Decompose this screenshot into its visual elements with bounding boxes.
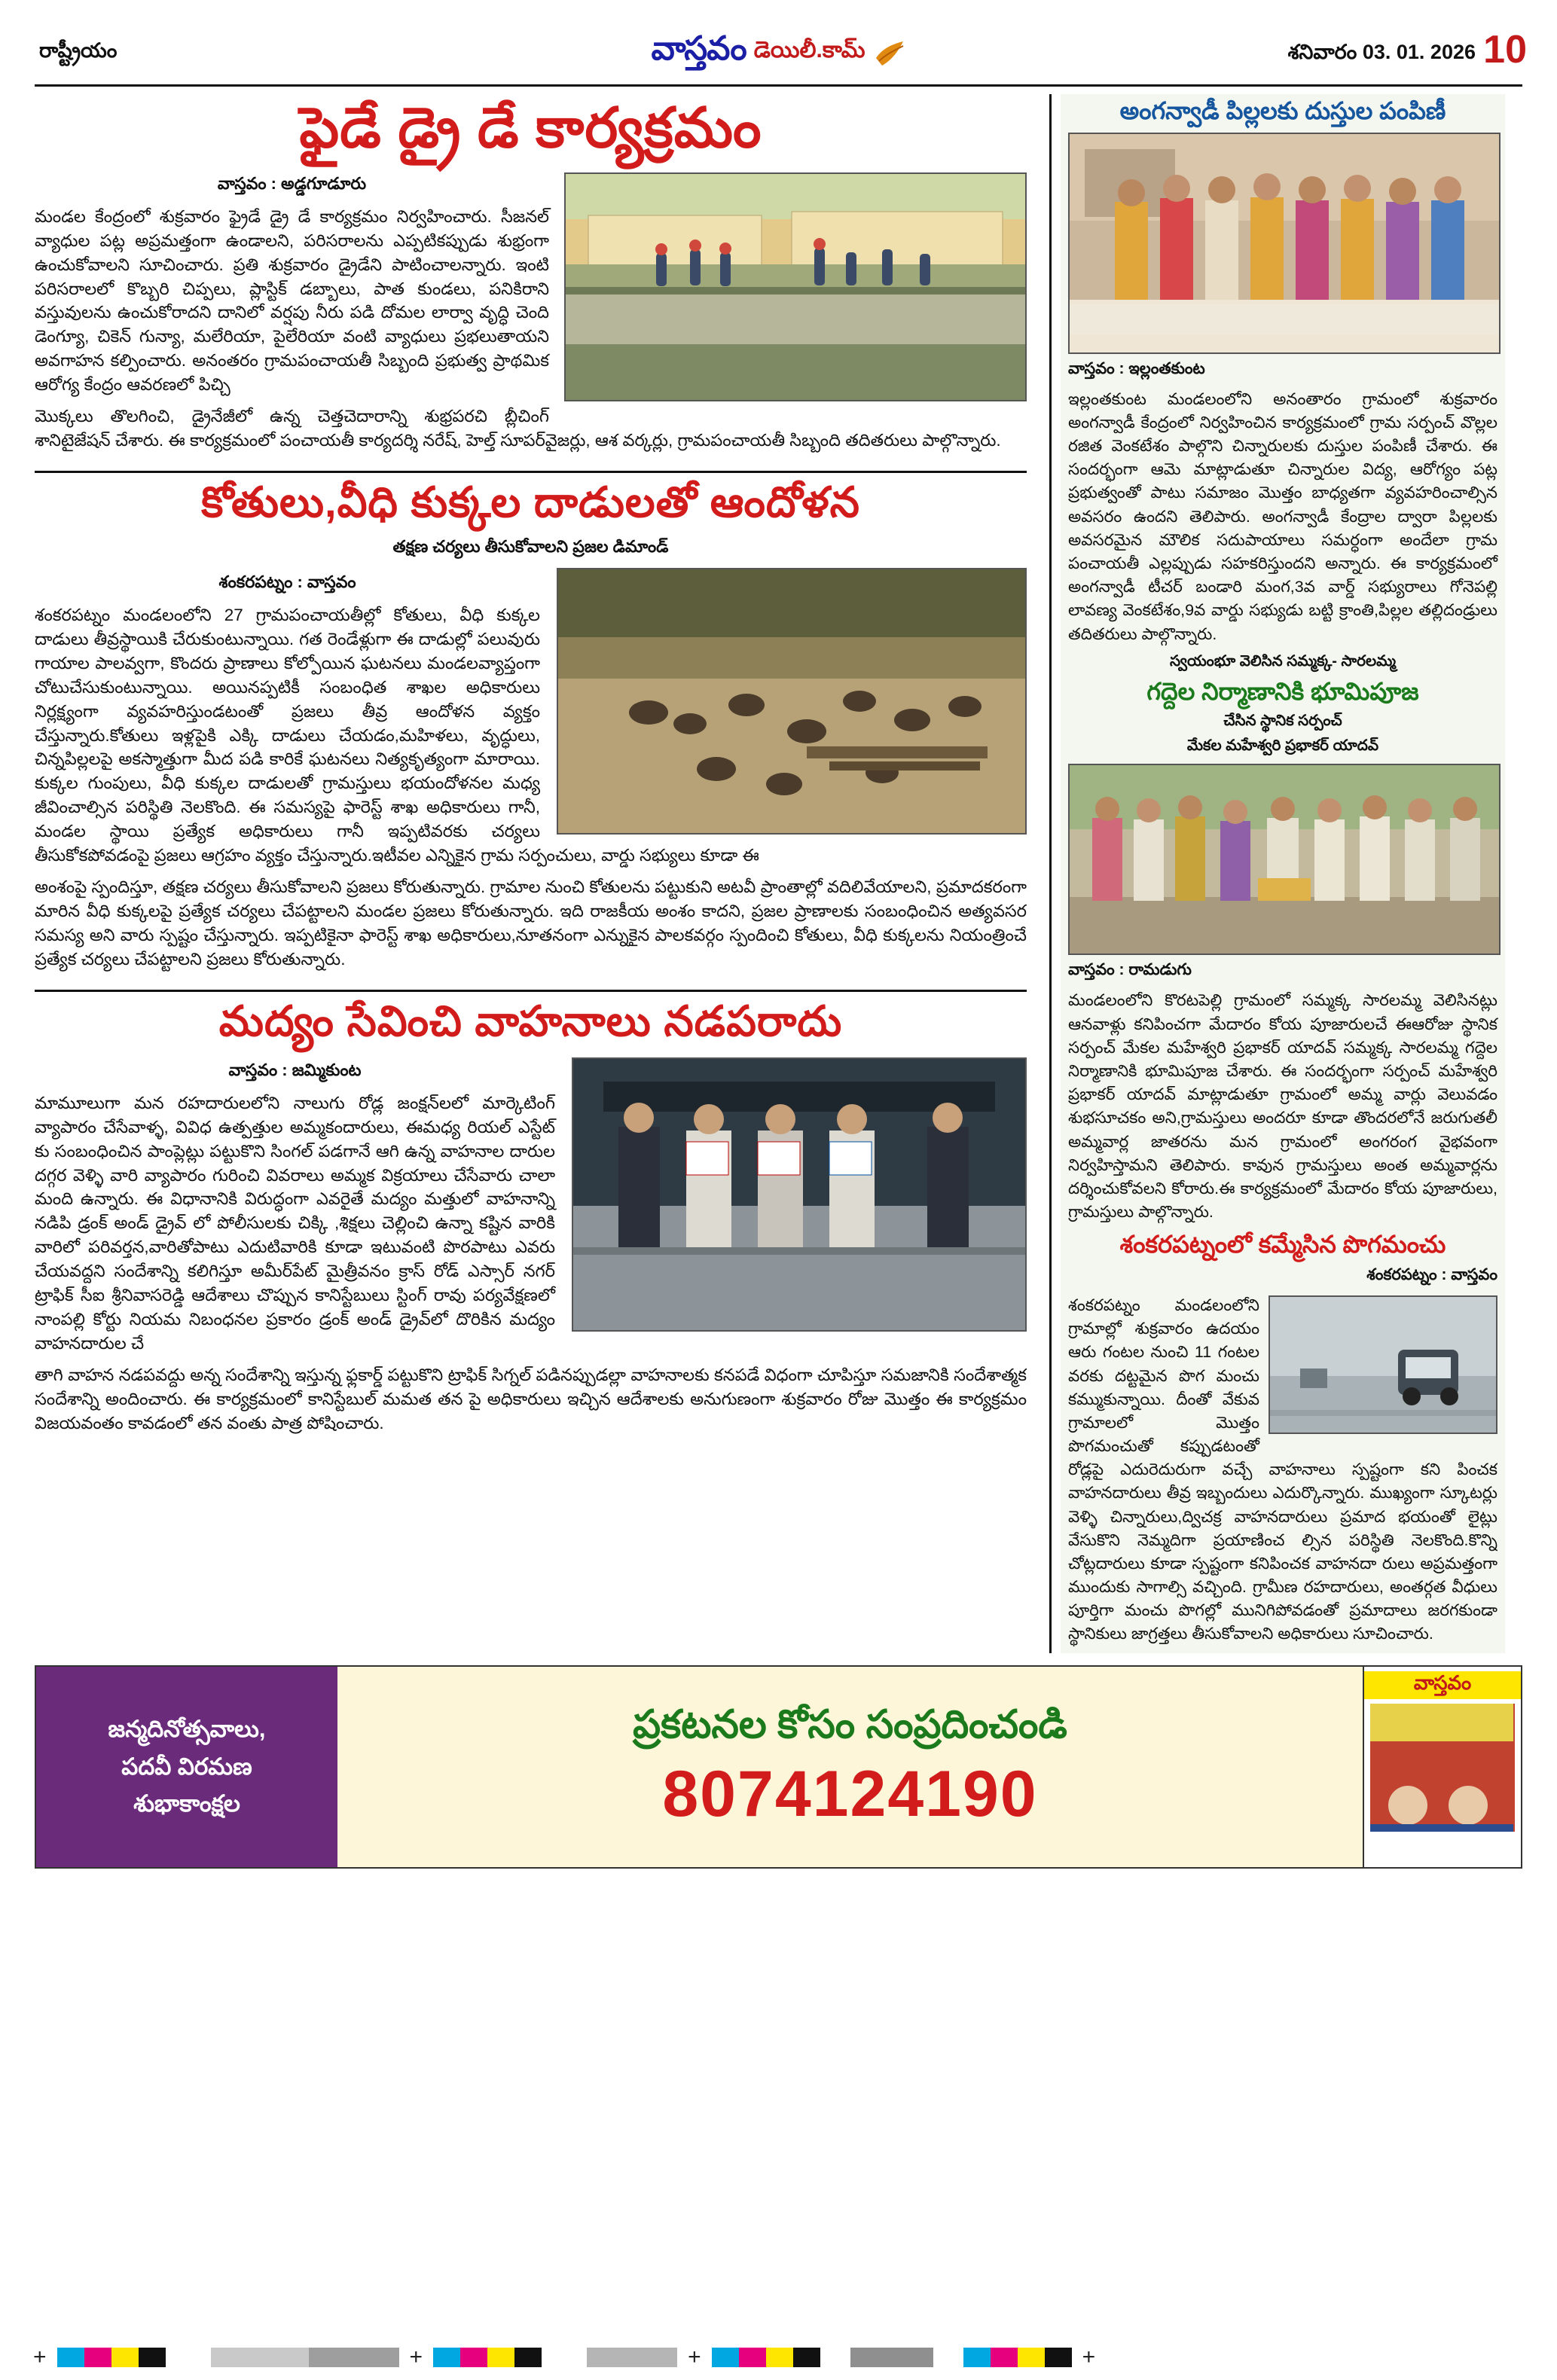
color-swatch-cyan: [57, 2348, 84, 2367]
page-number: 10: [1483, 28, 1527, 72]
color-swatch-magenta: [991, 2348, 1018, 2367]
article-paragraph: మొక్కలు తొలగించి, డ్రైనేజీలో ఉన్న చెత్తచెదారాన్ని శుభ్రపరచి బ్లీచింగ్ శానిటైజేషన్ చేశారు. ఈ కార్యక్రమంలో పంచాయతీ కార్యదర్శి నరేష్, హెల్త్ సూపర్‌వైజర్లు, ఆశ వర్కర్లు, గ్రామపంచాయతీ సిబ్బంది తదితరులు పాల్గొన్నారు.: [35, 407, 1001, 450]
article-byline: వాస్తవం : జమ్మికుంట: [228, 1060, 362, 1079]
article-headline: అంగన్వాడీ పిల్లలకు దుస్తుల పంపిణీ: [1119, 97, 1446, 124]
color-swatch-magenta: [739, 2348, 766, 2367]
article-paragraph: శంకరపట్నం మండలంలోని 27 గ్రామపంచాయతీల్లో కోతులు, వీధి కుక్కల దాడులు తీవ్రస్థాయికి చేరుకుంటున్నాయి. గత రెండేళ్లుగా ఈ దాడుల్లో పలువురు గాయాల పాలవ్వగా, కొందరు ప్రాణాలు కోల్పోయిన ఘటనలు మండలవ్యాప్తంగా చోటుచేసుకుంటున్నాయి. అయినప్పటికీ సంబంధిత శాఖల అధికారులు నిర్లక్ష్యంగా వ్యవహరిస్తుండటంతో ప్రజలు తీవ్ర ఆందోళన వ్యక్తం చేస్తున్నారు.కోతులు ఇళ్లపైకి ఎక్కి దాడులు చేయడం,మహిళలు, వృద్ధులు, చిన్నపిల్లలపై అకస్మాత్తుగా మీద పడి కారికే ఘటనలు నిత్యకృత్యంగా మారాయి. కుక్కల గుంపులు, వీధి కుక్కల దాడులతో గ్రామస్తులు భయందోళనల మధ్య జీవించాల్సిన పరిస్థితి నెలకొంది. ఈ సమస్యపై ఫారెస్ట్ శాఖ అధికారులు గానీ, మండల స్థాయి ప్రత్యేక అధికారులు గానీ ఇప్పటివరకు చర్యలు తీసుకోకపోవడంపై ప్రజలు ఆగ్రహం వ్యక్తం చేస్తున్నారు.ఇటీవల ఎన్నికైన గ్రామ సర్పంచులు, వార్డు సభ్యులు కూడా ఈ: [35, 605, 759, 865]
right-column: [1061, 94, 1505, 1653]
grey-bar-3: [587, 2348, 677, 2367]
article-byline: శంకరపట్నం : వాస్తవం: [1366, 1266, 1497, 1283]
article-headline: కోతులు,వీధి కుక్కల దాడులతో ఆందోళన: [201, 478, 860, 526]
paper-subtitle: డెయిలీ.కామ్: [753, 38, 866, 63]
ad-line-2: పదవీ విరమణ: [121, 1753, 252, 1780]
registration-mark: +: [688, 2345, 701, 2369]
main-column: [35, 94, 1040, 1653]
color-swatch-black: [1045, 2348, 1072, 2367]
article-photo-drydrive: [564, 172, 1027, 401]
article-subline-1: చేసిన స్థానిక సర్పంచ్: [1223, 712, 1342, 730]
article-paragraph: ఇల్లంతకుంట మండలంలోని అనంతారం గ్రామంలో శుక్రవారం అంగన్వాడీ కేంద్రంలో నిర్వహించిన కార్యక్రమంలో గ్రామ సర్పంచ్ వొల్లల రజిత వెంకటేశం పాల్గొని చిన్నారులకు దుస్తుల పంపిణీ చేశారు. ఈ సందర్భంగా ఆమె మాట్లాడుతూ చిన్నారుల విద్య, ఆరోగ్యం పట్ల ప్రభుత్వంతో పాటు సమాజం మొత్తం బాధ్యతగా వ్యవహరించాల్సిన అవసరం ఉందని తెలిపారు. అంగన్వాడీ కేంద్రాల ద్వారా పిల్లలకు అవసరమైన మౌలిక సదుపాయాలు సమర్ధంగా అందేలా గ్రామ పంచాయతీ ఎల్లప్పుడు సహకరిస్తుందని అన్నారు. ఈ కార్యక్రమంలో అంగన్వాడీ టీచర్ బండారి మంగ,3వ వార్డ్ సభ్యురాలు గోనెపల్లి లావణ్య వెంకటేశం,9వ వార్డు సభ్యుడు బట్టి క్రాంతి,పిల్లల తల్లిదండ్రులు తదితరులు పాల్గొన్నారు.: [1068, 389, 1497, 643]
ad-right-panel: [1363, 1667, 1521, 1867]
bird-icon: [873, 38, 906, 69]
ad-headline: ప్రకటనల కోసం సంప్రదించండి: [633, 1702, 1067, 1747]
article-headline: ఫైడే డ్రై డే కార్యక్రమం: [299, 96, 762, 159]
article-paragraph: అంశంపై స్పందిస్తూ, తక్షణ చర్యలు తీసుకోవాలని ప్రజలు కోరుతున్నారు. గ్రామాల నుంచి కోతులను పట్టుకుని అటవీ ప్రాంతాల్లో వదిలివేయాలని, ప్రమాదకరంగా మారిన వీధి కుక్కలపై ప్రత్యేక చర్యలు చేపట్టాలని మండల ప్రజలు కోరుతున్నారు. ఇది రాజకీయ అంశం కాదని, ప్రజల ప్రాణాలకు సంబంధించిన అత్యవసర సమస్య అని వారు స్పష్టం చేస్తున్నారు. ఇప్పటికైనా ఫారెస్ట్ శాఖ అధికారులు,నూతనంగా ఎన్నుకైన పాలకవర్గం స్పందించి కోతులు, వీధి కుక్కలను నియంత్రించే ప్రత్యేక చర్యలు చేపట్టాలని ప్రజలు కోరుతున్నారు.: [35, 877, 1027, 969]
color-swatch-black: [793, 2348, 820, 2367]
article-paragraph: తాగి వాహన నడపవద్దు అన్న సందేశాన్ని ఇస్తున్న ఫ్లకార్డ్ పట్టుకొని ట్రాఫిక్ సిగ్నల్ పడినప్పుడల్లా వాహనాలకు కనపడే విధంగా చూపిస్తూ సమజానికి సందేశాత్మక సందేశాన్ని అందించారు. ఈ కార్యక్రమంలో కానిస్టేబుల్ మమత తన పై అధికారులు ఇచ్చిన ఆదేశాలకు అనుగుణంగా శుక్రవారం రోజు మొత్తం ఈ కార్యక్రమం విజయవంతం కావడంలో తన వంతు పాత్ర పోషించారు.: [35, 1365, 1027, 1433]
masthead-brand: [651, 30, 905, 76]
article-photo-bhoomipooja: [1068, 764, 1501, 955]
article-friday-dry-day: [35, 96, 1027, 460]
article-drunk-drive: [35, 996, 1027, 1443]
article-byline: వాస్తవం : అడ్డగూడూరు: [217, 173, 367, 193]
article-monkey-dog-menace: [35, 478, 1027, 979]
article-headline: మద్యం సేవించి వాహనాలు నడపరాదు: [218, 996, 843, 1045]
ad-left-panel: [36, 1667, 337, 1867]
article-photo-anganwadi: [1068, 133, 1501, 354]
registration-mark: +: [1082, 2345, 1096, 2369]
article-photo-traffic-awareness: [572, 1057, 1027, 1332]
article-byline: వాస్తవం : ఇల్లంతకుంట: [1068, 359, 1205, 377]
advertisement-banner[interactable]: [35, 1665, 1522, 1869]
section-label: రాష్ట్రీయం: [39, 39, 118, 62]
divider: [35, 990, 1027, 992]
column-divider: [1049, 94, 1052, 1653]
registration-mark: +: [409, 2345, 423, 2369]
color-swatch-cyan: [963, 2348, 991, 2367]
article-byline: వాస్తవం : రామడుగు: [1068, 961, 1192, 979]
masthead: [35, 26, 1527, 87]
article-subline-2: మేకల మహేశ్వరి ప్రభాకర్ యాదవ్: [1186, 737, 1379, 755]
grey-bar-4: [850, 2348, 933, 2367]
grey-bar-2: [309, 2348, 399, 2367]
color-swatch-yellow: [766, 2348, 793, 2367]
issue-date: శనివారం 03. 01. 2026: [1287, 41, 1476, 63]
article-kicker: స్వయంభూ వెలిసిన సమ్మక్క- సారలమ్మ: [1169, 652, 1396, 670]
article-headline: శంకరపట్నంలో కమ్మేసిన పొగమంచు: [1119, 1231, 1446, 1259]
color-swatch-magenta: [460, 2348, 487, 2367]
article-photo-monkeys: [557, 568, 1027, 835]
article-anganwadi-clothes: [1068, 97, 1497, 646]
color-swatch-cyan: [433, 2348, 460, 2367]
article-bhoomi-pooja: [1068, 653, 1497, 1225]
article-byline: శంకరపట్నం : వాస్తవం: [218, 572, 356, 591]
color-swatch-yellow: [1018, 2348, 1045, 2367]
article-headline: గద్దెల నిర్మాణానికి భూమిపూజ: [1146, 677, 1419, 705]
grey-bar-1: [211, 2348, 309, 2367]
ad-brand-logo: వాస్తవం: [1364, 1671, 1521, 1699]
color-swatch-black: [139, 2348, 166, 2367]
ad-poster-image: [1370, 1704, 1514, 1832]
article-paragraph: శంకరపట్నం మండలంలోని గ్రామాల్లో శుక్రవారం ఉదయం ఆరు గంటల నుంచి 11 గంటల వరకు దట్టమైన పొగ మంచు కమ్ముకున్నాయి. దీంతో వేకువ గ్రామాలలో మొత్తం పొగమంచుతో కప్పుడటంతో రోడ్లపై ఎదురెదురుగా వచ్చే వాహనాలు స్పష్టంగా కని పించక వాహనదారులు తీవ్ర ఇబ్బందులు ఎదుర్కొన్నారు. ముఖ్యంగా స్కూటర్లు వెళ్ళి చిన్నారులు,ద్విచక్ర వాహనదారులు ప్రమాద భయంతో లైట్లు వేసుకొని నెమ్మదిగా ప్రయాణించ ల్సిన పరిస్థితి నెలకొంది.కొన్ని చోట్లదారులు కూడా స్పష్టంగా కనిపించక వాహనదా రులు అప్రమత్తంగా ముందుకు సాగాల్సి వచ్చింది. గ్రామీణ రహదారులు, అంతర్గత వీధులు పూర్తిగా మంచు పొగల్లో మునిగిపోవడంతో ప్రమాదాలు జరగకుండా స్థానికులు జాగ్రత్తలు తీసుకోవాలని అధికారులు సూచించారు.: [1068, 1296, 1497, 1643]
article-paragraph: మండల కేంద్రంలో శుక్రవారం ఫ్రైడే డ్రై డే కార్యక్రమం నిర్వహించారు. సీజనల్ వ్యాధుల పట్ల అప్రమత్తంగా ఉండాలని, పరిసరాలను ఎప్పటికప్పుడు శుభ్రంగా ఉంచుకోవాలని సూచించారు. ప్రతి శుక్రవారం డ్రైడేని పాటించాలన్నారు. ఇంటి పరిసరాలలో కొబ్బరి చిప్పలు, ప్లాస్టిక్ డబ్బాలు, పాత కుండలు, పనికిరాని వస్తువులను ఉంచుకోరాదని దానిలో వర్షపు నీరు పడి దోమల లార్వా వృద్ధి చెంది డెంగ్యూ, చికెన్ గున్యా, మలేరియా, పైలేరియా వంటి వ్యాధులు ప్రభలుతాయని అవగాహన కల్పించారు. అనంతరం గ్రామపంచాయతీ సిబ్బంది ప్రభుత్వ ప్రాథమిక ఆరోగ్య కేంద్రం ఆవరణలో పిచ్చి: [35, 206, 549, 395]
color-swatch-yellow: [487, 2348, 514, 2367]
color-swatch-magenta: [84, 2348, 111, 2367]
color-swatch-cyan: [712, 2348, 739, 2367]
ad-line-1: జన్మదినోత్సవాలు,: [108, 1716, 266, 1743]
article-kicker: తక్షణ చర్యలు తీసుకోవాలని ప్రజల డిమాండ్: [392, 536, 669, 556]
ad-center-panel: [337, 1667, 1363, 1867]
color-swatch-black: [514, 2348, 542, 2367]
divider: [35, 471, 1027, 473]
article-paragraph: మామూలుగా మన రహదారులలోని నాలుగు రోడ్ల జంక్షన్‌లలో మార్కెటింగ్ వ్యాపారం చేసేవాళ్ళ, వివిధ ఉత్పత్తుల అమ్మకందారులు, ఈమధ్య రియల్ ఎస్టేట్ కు సంబంధించిన పాంప్లెట్లు పట్టుకొని సింగల్ పడగానే ఆగి ఉన్న వాహనాల దారుల దగ్గర వెళ్ళి వారి వ్యాపారం గురించి వివరాలు అమ్మక విక్రయాలు చేసేవారు చాలా మంది ఉన్నారు. ఈ విధానానికి విరుద్ధంగా ఎవరైతే మద్యం మత్తులో వాహనాన్ని నడిపి డ్రంక్ అండ్ డ్రైవ్ లో పోలీసులకు చిక్కి ,శిక్షలు చెల్లించి ఉన్నా కష్టిన వారికి వారిలో పరివర్తన,వారితోపాటు ఎదుటివారికి కూడా ఇటువంటి పొరపాటు ఎవరు చేయవద్దని సందేశాన్ని కలిగిస్తూ అమీర్‌పేట్ మైత్రీవనం క్రాస్ రోడ్ ఎస్సార్ నగర్ ట్రాఫిక్ సీఐ శ్రీనివాసరెడ్డి ఆదేశాలు చొప్పున కానిస్టేబులు స్టింగ్ రావు పర్యవేక్షణలో నాంపల్లి కోర్టు నియమ నిబంధనల ప్రకారం డ్రంక్ అండ్ డ్రైవ్‌లో దొరికిన మద్యం వాహనదారుల చే: [35, 1093, 555, 1353]
ad-phone-number[interactable]: 8074124190: [662, 1757, 1038, 1830]
article-paragraph: మండలంలోని కొరటపెల్లి గ్రామంలో సమ్మక్క సారలమ్మ వెలిసినట్లు ఆనవాళ్లు కనిపించగా మేదారం కోయ పూజారులచే ఈఆరోజు స్థానిక సర్పంచ్ మేకల మహేశ్వరి ప్రభాకర్ యాదవ్ సమ్మక్క సారలమ్మ గద్దెల నిర్మాణానికి భూమిపూజ చేశారు. ఈ సందర్భంగా సర్పంచ్ మహేశ్వరి ప్రభాకర్ యాదవ్ మాట్లాడుతూ గ్రామంలో అమ్మ వార్లు వెలువడం శుభసూచకం అని,గ్రామస్తులు అందరూ కూడా తొందరలోనే జరుగుతలీ అమ్మవార్ల జాతరను మన గ్రామంలో అంగరంగ వైభవంగా నిర్వహిస్తామని తెలిపారు. కావున గ్రామస్తులు అంత అమ్మవార్లను దర్శించుకోవలని కోరారు.ఈ కార్యక్రమంలో మేదారం కోయ పూజారులు, గ్రామస్తులు పాల్గొన్నారు.: [1068, 991, 1497, 1222]
print-color-bar: [0, 2335, 1557, 2380]
paper-title: వాస్తవం: [651, 30, 746, 67]
registration-mark: +: [33, 2345, 47, 2369]
article-fog: [1068, 1231, 1497, 1652]
body-grid: [35, 94, 1522, 1653]
ad-line-3: శుభాకాంక్షల: [133, 1790, 240, 1817]
article-photo-fog: [1268, 1295, 1497, 1434]
color-swatch-yellow: [111, 2348, 139, 2367]
